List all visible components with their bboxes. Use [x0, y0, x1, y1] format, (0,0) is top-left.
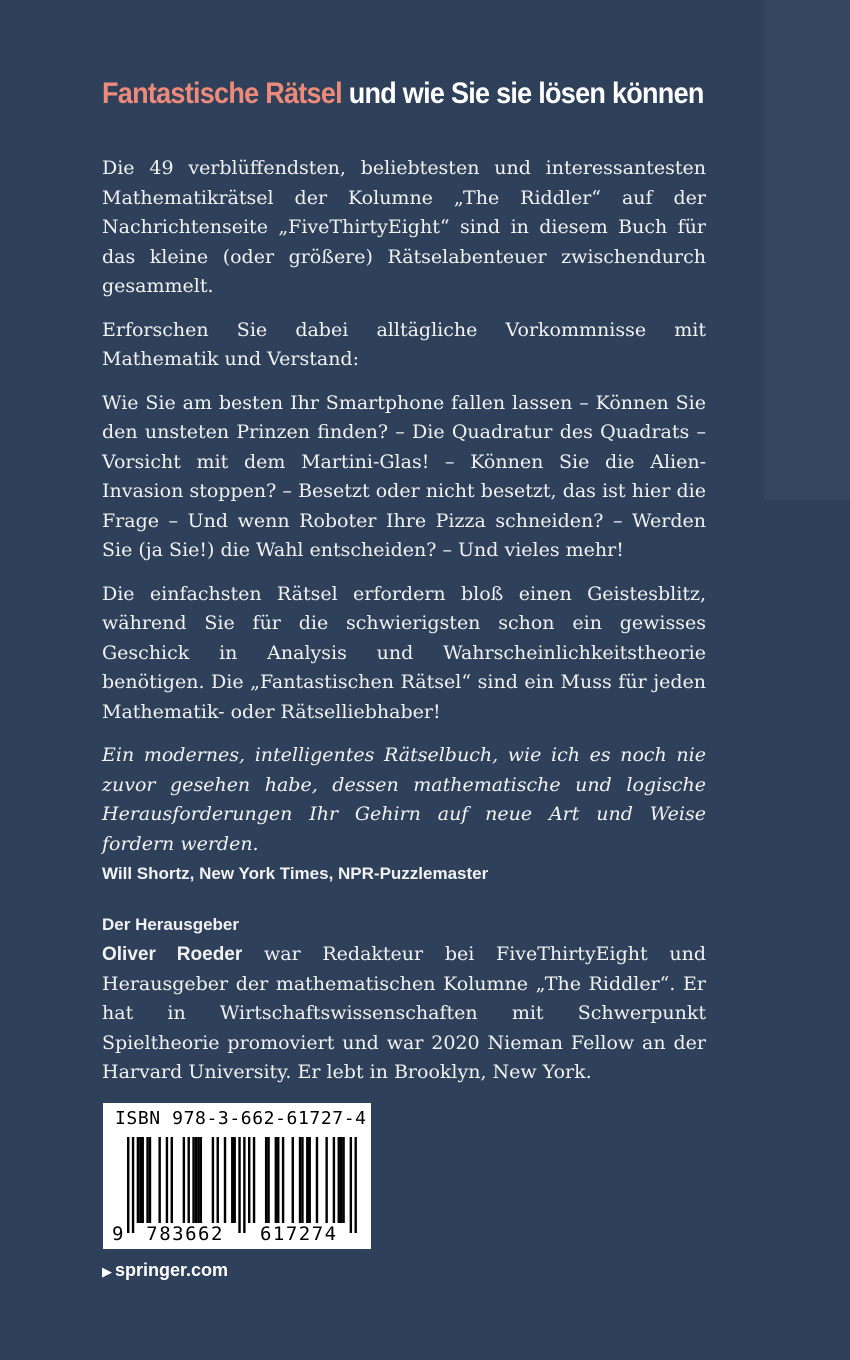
- barcode-bar: [292, 1137, 294, 1223]
- paragraph-difficulty: Die einfachsten Rätsel erfordern bloß einen Geistesblitz, während Sie für die schwierigsten schon ein gewisses Geschick in Analysis und Wahrscheinlichkeitstheorie benötigen. Die „Fantastischen Rätsel“ sind ein Muss für jeden Mathematik- oder Rätselliebhaber!: [102, 582, 706, 723]
- barcode-digits: 617274: [259, 1223, 338, 1245]
- barcode-bar: [301, 1137, 303, 1223]
- editor-heading: Der Herausgeber: [102, 915, 240, 934]
- barcode-bar: [127, 1137, 129, 1233]
- barcode-bar: [142, 1137, 144, 1223]
- barcode-bar: [248, 1137, 250, 1223]
- barcode-graphic: [103, 1103, 371, 1249]
- barcode-bar: [243, 1137, 245, 1233]
- barcode-bar: [224, 1137, 226, 1223]
- barcode-bar: [275, 1137, 277, 1223]
- barcode-digits: 783662: [146, 1223, 224, 1245]
- barcode-bar: [132, 1137, 134, 1233]
- isbn-barcode: [103, 1103, 371, 1249]
- barcode-bar: [306, 1137, 308, 1223]
- barcode-bar: [333, 1137, 335, 1223]
- editor-bio-text: war Redakteur bei FiveThirtyEight und Herausgeber der mathematischen Kolumne „The Riddler“. Er hat in Wirtschaftswissenschaften mit Schwerpunkt Spieltheorie promoviert und war 2020 Nieman Fellow an der Harvard University. Er lebt in Brooklyn, New York.: [102, 943, 707, 1083]
- arrow-right-icon: ▶: [102, 1264, 112, 1279]
- barcode-bar: [253, 1137, 255, 1223]
- barcode-bar: [171, 1137, 173, 1223]
- barcode-bar: [139, 1137, 141, 1223]
- title-rest: und wie Sie sie lösen können: [348, 77, 704, 110]
- barcode-bar: [277, 1137, 279, 1223]
- editor-name: Oliver Roeder: [102, 944, 243, 965]
- barcode-bar: [338, 1137, 340, 1223]
- review-quote: Ein modernes, intelligentes Rätselbuch, wie ich es noch nie zuvor gesehen habe, dessen mathematische und logische Herausforderungen Ihr Gehirn auf neue Art und Weise fordern werden.: [102, 744, 706, 855]
- barcode-bar: [146, 1137, 148, 1223]
- barcode-digits: 9: [112, 1223, 125, 1245]
- barcode-bar: [183, 1137, 185, 1223]
- barcode-bar: [342, 1137, 344, 1223]
- paragraph-explore: Erforschen Sie dabei alltägliche Vorkommnisse mit Mathematik und Verstand:: [102, 318, 706, 370]
- paragraph-intro: Die 49 verblüffendsten, beliebtesten und interessantesten Mathematikrätsel der Kolumne „The Riddler“ auf der Nachrichtenseite „FiveThirtyEight“ sind in diesem Buch für das kleine (oder größere) Rätselabenteuer zwischendurch gesammelt.: [102, 157, 706, 297]
- paragraph-topics: Wie Sie am besten Ihr Smartphone fallen lassen – Können Sie den unsteten Prinzen finden? – Die Quadratur des Quadrats – Vorsicht mit dem Martini-Glas! – Können Sie die Alien-Invasion stoppen? – Besetzt oder nicht besetzt, das ist hier die Frage – Und wenn Roboter Ihre Pizza schneiden? – Werden Sie (ja Sie!) die Wahl entscheiden? – Und vieles mehr!: [102, 391, 706, 561]
- review-quote-author: Will Shortz, New York Times, NPR-Puzzlemaster: [102, 864, 489, 883]
- barcode-bar: [354, 1137, 356, 1233]
- barcode-bar: [166, 1137, 168, 1223]
- barcode-bar: [137, 1137, 139, 1223]
- barcode-bar: [149, 1137, 151, 1223]
- barcode-bar: [217, 1137, 219, 1223]
- barcode-bar: [200, 1137, 202, 1223]
- barcode-bar: [299, 1137, 301, 1223]
- barcode-bar: [325, 1137, 327, 1223]
- barcode-bar: [231, 1137, 233, 1223]
- barcode-bar: [309, 1137, 311, 1223]
- barcode-bar: [282, 1137, 284, 1223]
- editor-bio: [102, 940, 706, 1088]
- barcode-bar: [238, 1137, 240, 1233]
- cover-title: [102, 72, 704, 116]
- publisher-link[interactable]: [102, 1258, 228, 1284]
- barcode-bar: [192, 1137, 194, 1223]
- barcode-bar: [233, 1137, 235, 1223]
- barcode-bar: [158, 1137, 160, 1223]
- barcode-bar: [188, 1137, 190, 1223]
- spine-band: [764, 0, 850, 500]
- barcode-bar: [267, 1137, 269, 1223]
- barcode-bar: [316, 1137, 318, 1223]
- barcode-bar: [265, 1137, 267, 1223]
- isbn-label: ISBN 978-3-662-61727-4: [115, 1108, 367, 1129]
- barcode-bar: [197, 1137, 199, 1223]
- barcode-bar: [350, 1137, 352, 1233]
- barcode-bar: [340, 1137, 342, 1223]
- barcode-bar: [195, 1137, 197, 1223]
- barcode-bar: [212, 1137, 214, 1223]
- back-cover-text: [102, 72, 706, 1102]
- publisher-link-text: springer.com: [115, 1260, 229, 1280]
- title-accent: Fantastische Rätsel: [102, 77, 342, 110]
